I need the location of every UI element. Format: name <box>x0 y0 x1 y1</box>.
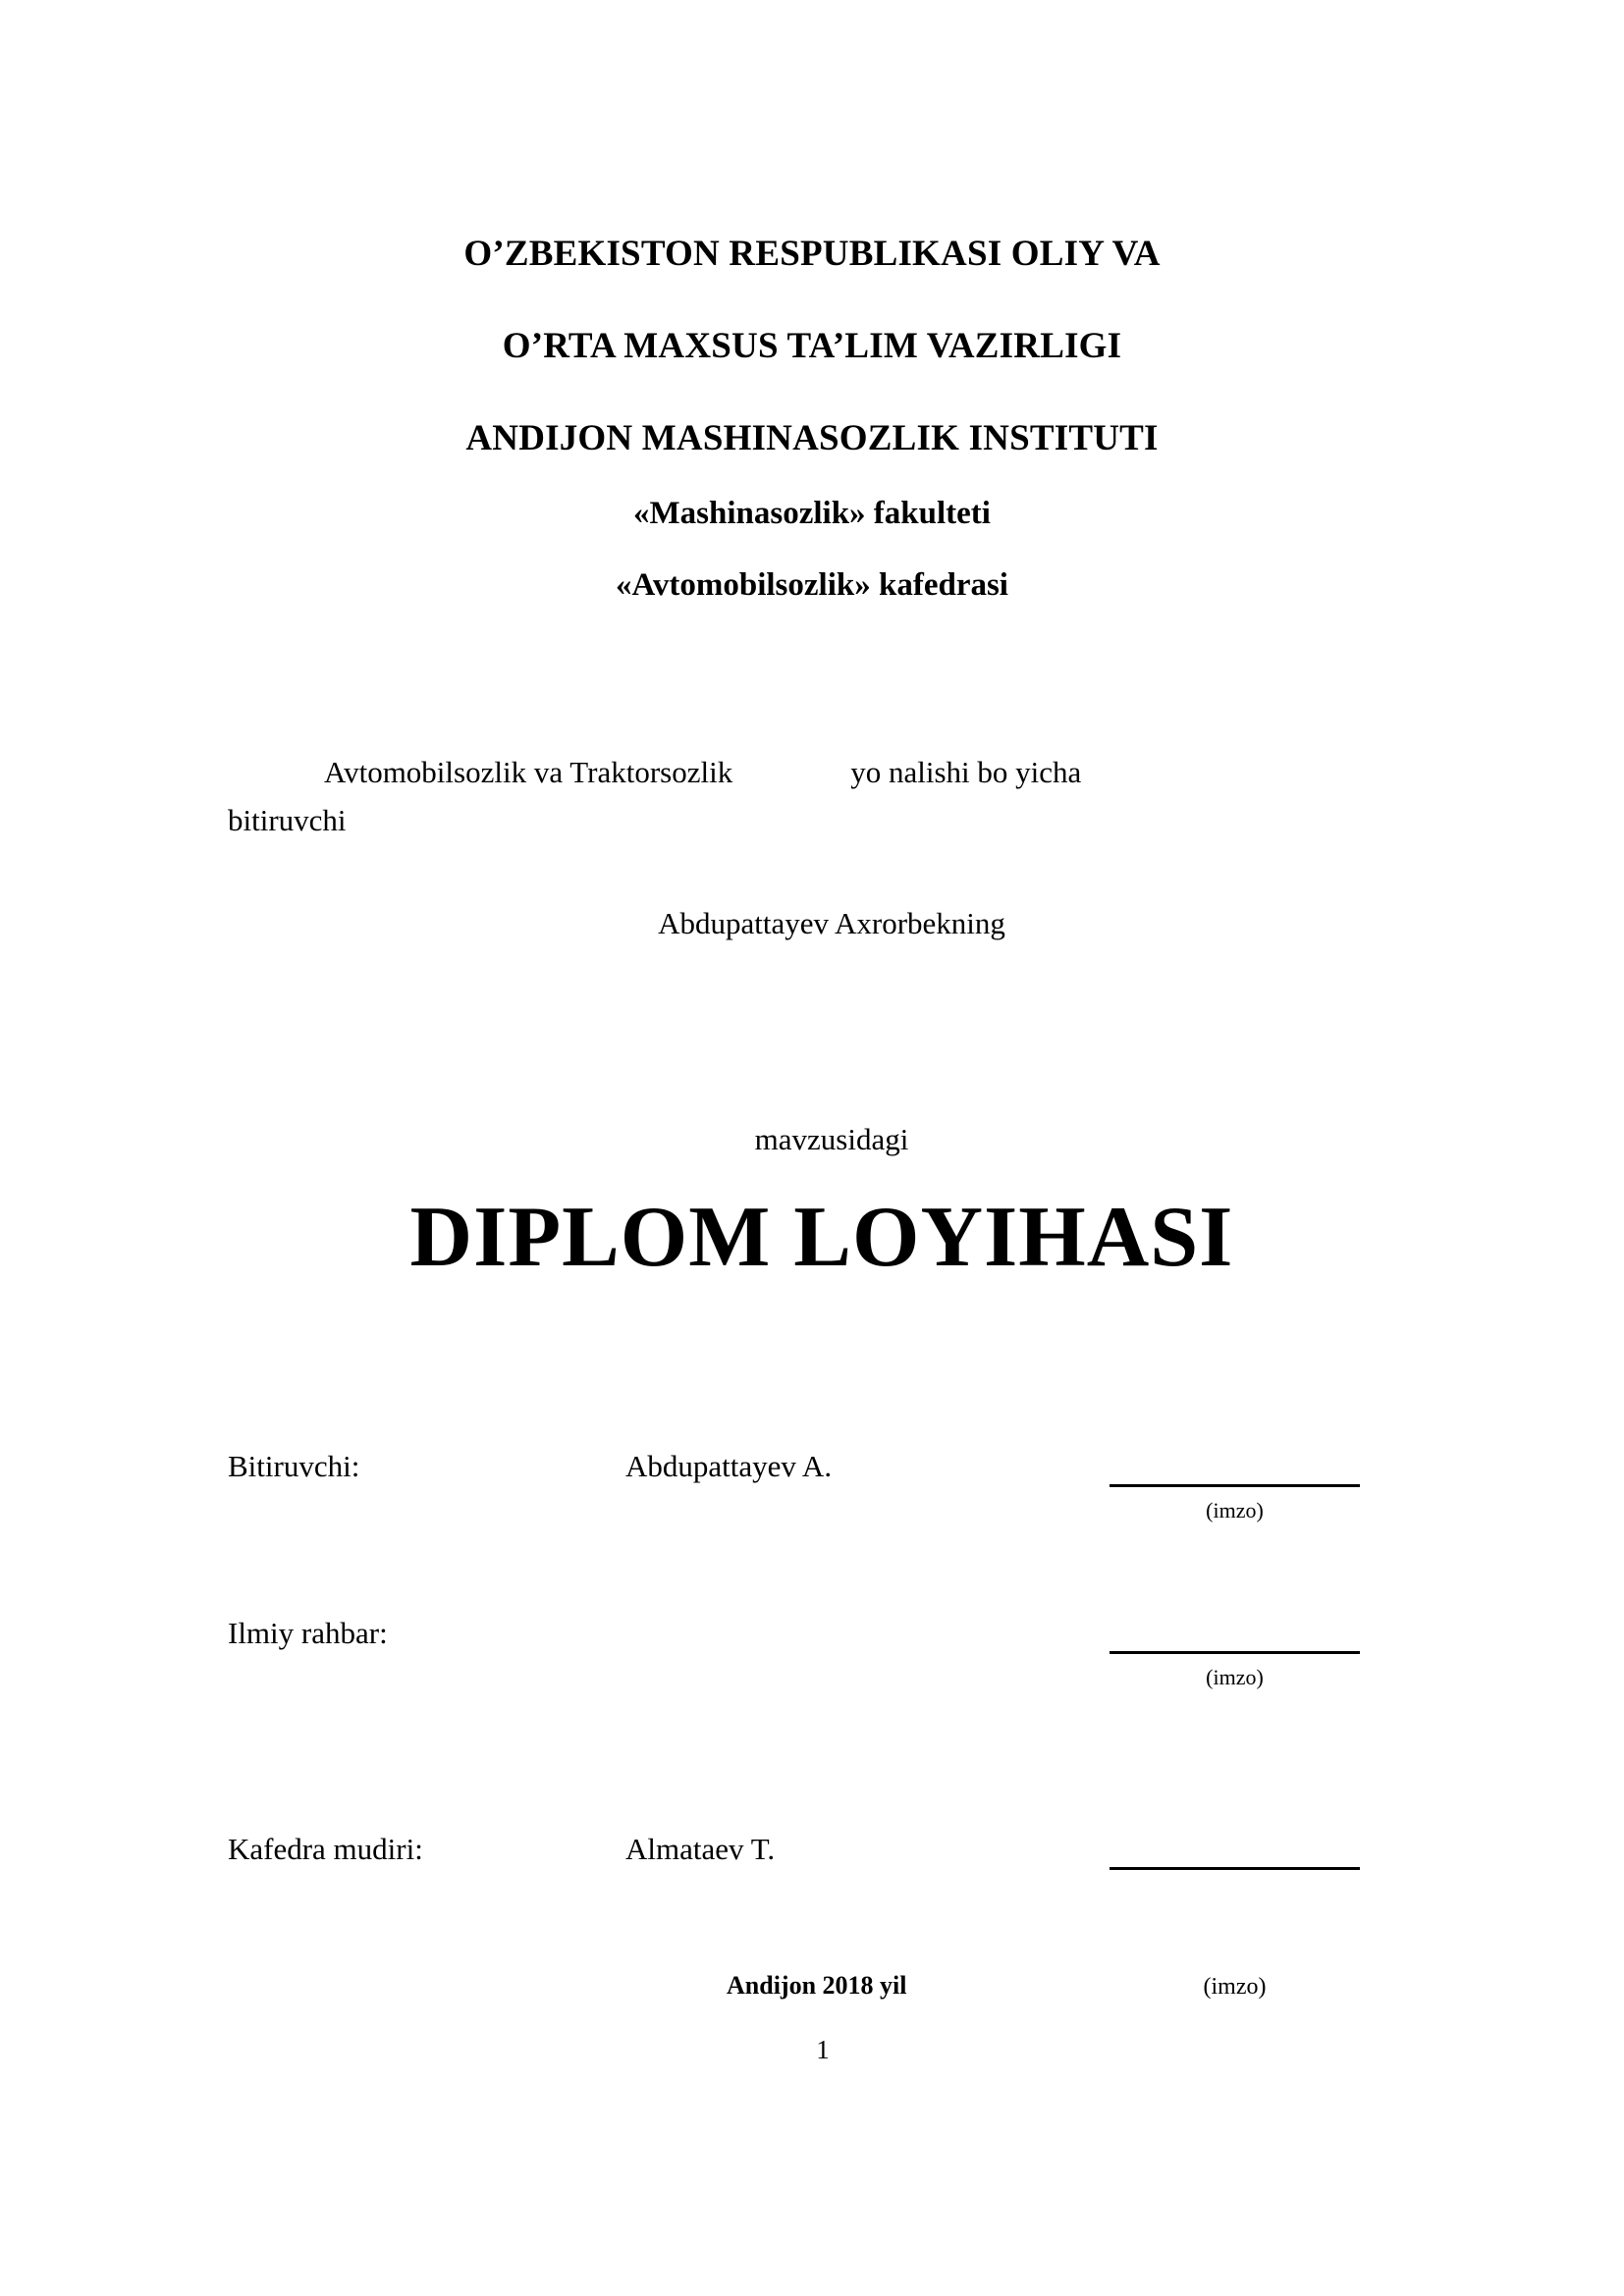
ministry-line-1: O’ZBEKISTON RESPUBLIKASI OLIY VA <box>463 234 1161 274</box>
graduate-word: bitiruvchi <box>228 803 347 837</box>
specialty-field: Avtomobilsozlik va Traktorsozlik <box>324 755 733 789</box>
header-block <box>0 236 1624 602</box>
faculty-name: «Mashinasozlik» fakulteti <box>633 496 991 531</box>
signature-line <box>1110 1484 1360 1487</box>
signature-role-label: Kafedra mudiri: <box>228 1832 423 1866</box>
page-number: 1 <box>816 2035 830 2064</box>
signature-person-name: Almataev T. <box>625 1832 776 1866</box>
student-name: Abdupattayev Axrorbekning <box>658 906 1005 940</box>
signature-caption: (imzo) <box>1206 1665 1264 1689</box>
ministry-line-2: O’RTA MAXSUS TA’LIM VAZIRLIGI <box>502 326 1122 366</box>
department-name: «Avtomobilsozlik» kafedrasi <box>616 567 1008 603</box>
signature-row <box>228 1618 1406 1706</box>
footer-place-year: Andijon 2018 yil <box>727 1971 907 2000</box>
signature-role-label: Ilmiy rahbar: <box>228 1616 388 1650</box>
institute-name: ANDIJON MASHINASOZLIK INSTITUTI <box>465 418 1159 458</box>
footer-signature-caption: (imzo) <box>1203 1974 1267 2000</box>
signature-line <box>1110 1651 1360 1654</box>
specialty-paragraph <box>221 751 1497 795</box>
signature-line <box>1110 1867 1360 1870</box>
signature-person-name: Abdupattayev A. <box>625 1449 833 1483</box>
signature-caption: (imzo) <box>1206 1498 1264 1522</box>
title-prefix: mavzusidagi <box>754 1122 909 1156</box>
page-title: DIPLOM LOYIHASI <box>409 1190 1234 1285</box>
signature-role-label: Bitiruvchi: <box>228 1449 360 1483</box>
signature-row <box>228 1451 1406 1539</box>
specialty-direction-suffix: yo nalishi bo yicha <box>850 755 1082 789</box>
signature-row <box>228 1834 1406 1922</box>
